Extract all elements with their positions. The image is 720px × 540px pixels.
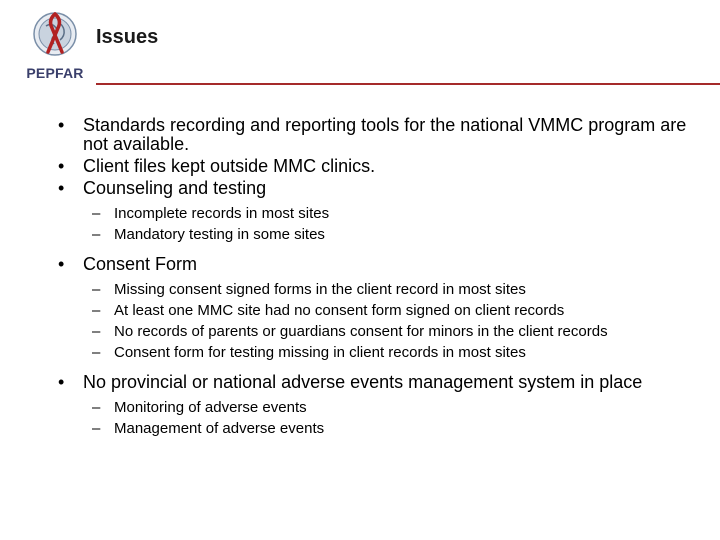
sub-text: Management of adverse events [114,420,325,437]
bullet-marker: • [58,115,65,135]
sub-marker: – [92,281,101,298]
sub-marker: – [92,302,101,319]
bullet-marker: • [58,178,65,198]
sub-list [58,397,698,439]
sub-item [58,224,698,245]
bullet-text: Consent Form [83,254,198,274]
bullet-item [58,373,698,392]
bullet-item [58,157,698,176]
logo-text: PEPFAR [26,65,84,81]
sub-list [58,279,698,363]
sub-item [58,418,698,439]
bullet-item [58,255,698,274]
bullet-marker: • [58,254,65,274]
bullet-text: Counseling and testing [83,178,267,198]
sub-marker: – [92,399,101,416]
sub-item [58,300,698,321]
bullet-marker: • [58,372,65,392]
sub-text: Mandatory testing in some sites [114,226,325,243]
bullet-list [58,116,698,449]
bullet-item [58,179,698,198]
sub-marker: – [92,226,101,243]
sub-text: Consent form for testing missing in client records in most sites [114,344,526,361]
sub-marker: – [92,420,101,437]
sub-item [58,321,698,342]
sub-item [58,203,698,224]
sub-list [58,203,698,245]
title-divider [96,83,720,85]
sub-item [58,397,698,418]
sub-text: Incomplete records in most sites [114,205,330,222]
bullet-text: No provincial or national adverse events management system in place [83,372,643,392]
sub-marker: – [92,344,101,361]
globe-ribbon-icon [30,8,80,64]
sub-item [58,342,698,363]
bullet-text: Client files kept outside MMC clinics. [83,156,376,176]
page-title: Issues [96,26,159,48]
sub-text: At least one MMC site had no consent form signed on client records [114,302,565,319]
sub-text: Missing consent signed forms in the client record in most sites [114,281,526,298]
bullet-item [58,116,698,154]
sub-marker: – [92,205,101,222]
bullet-marker: • [58,156,65,176]
bullet-text: Standards recording and reporting tools for the national VMMC program are not available. [83,115,687,154]
pepfar-logo [22,8,88,82]
sub-item [58,279,698,300]
sub-marker: – [92,323,101,340]
sub-text: No records of parents or guardians consent for minors in the client records [114,323,608,340]
sub-text: Monitoring of adverse events [114,399,307,416]
